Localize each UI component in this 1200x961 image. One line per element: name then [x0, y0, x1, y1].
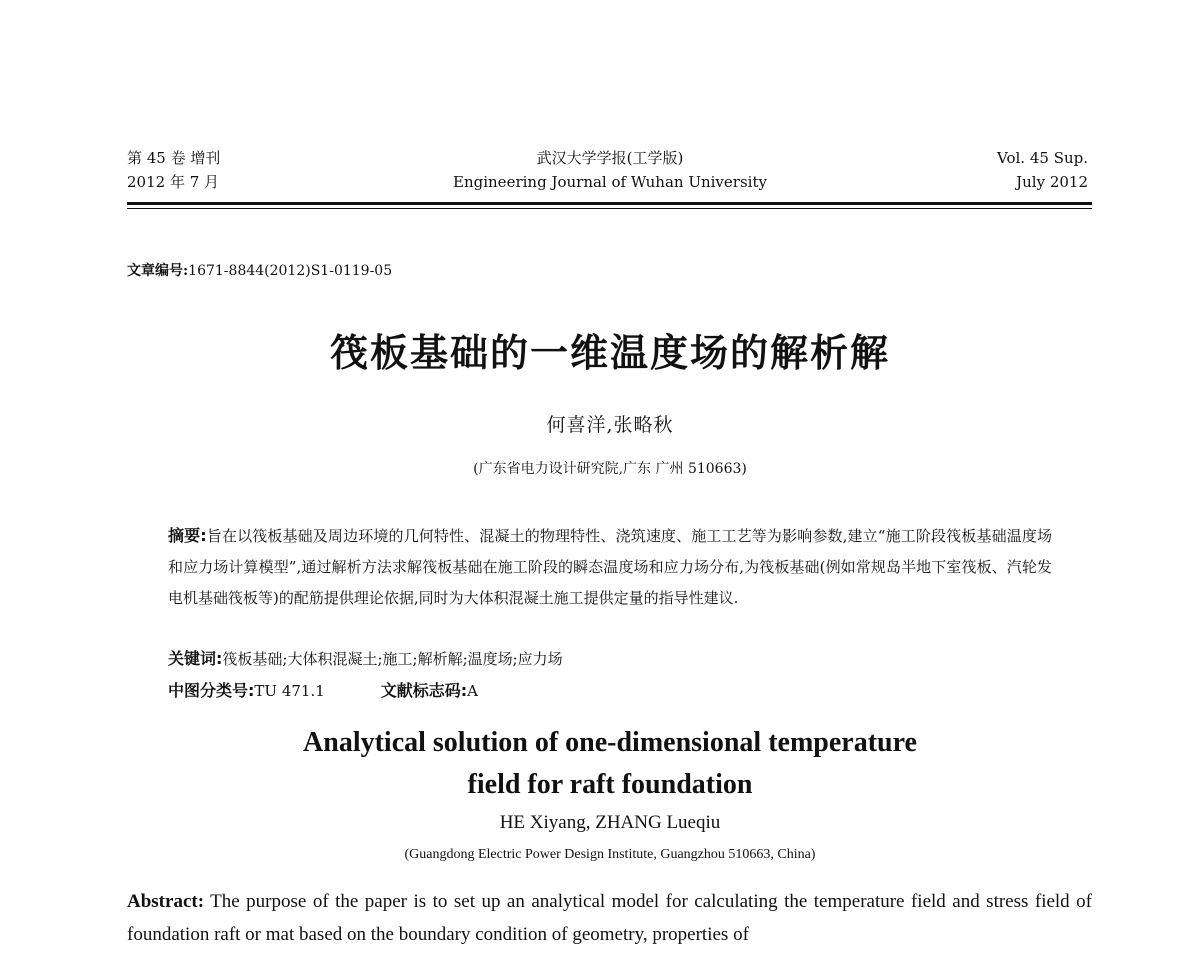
title-en-line-1: Analytical solution of one-dimensional temperature	[303, 727, 917, 758]
classification-line	[168, 678, 1052, 704]
class-label: 中图分类号:	[168, 681, 255, 700]
abstract-text-en: The purpose of the paper is to set up an analytical model for calculating the temperature field and stress field of foundation raft or mat based on the boundary condition of geometry, properties of	[127, 891, 1092, 945]
abstract-en	[127, 885, 1092, 951]
authors-cn: 何喜洋,张略秋	[546, 414, 674, 436]
article-number	[127, 260, 392, 280]
journal-name-cn: 武汉大学学报(工学版)	[536, 149, 684, 167]
page-title-en	[100, 722, 1120, 806]
abstract-cn	[168, 520, 1052, 614]
abstract-text-cn: 旨在以筏板基础及周边环境的几何特性、混凝土的物理特性、浇筑速度、施工工艺等为影响参数,建立“施工阶段筏板基础温度场和应力场计算模型”,通过解析方法求解筏板基础在施工阶段的瞬态温度场和应力场分布,为筏板基础(例如常规岛半地下室筏板、汽轮发电机基础筏板等)的配筋提供理论依据,同时为大体积混凝土施工提供定量的指导性建议.	[168, 527, 1052, 607]
journal-name-en: Engineering Journal of Wuhan University	[453, 173, 767, 191]
article-number-label: 文章编号:	[127, 263, 189, 279]
volume-en: Vol. 45 Sup.	[997, 149, 1088, 167]
affiliation-en: (Guangdong Electric Power Design Institute, Guangzhou 510663, China)	[404, 847, 816, 862]
journal-volume-info-en	[930, 146, 1088, 194]
doc-code-value: A	[467, 682, 479, 700]
volume-issue: 第 45 卷 增刊	[127, 149, 221, 167]
publication-date-en: July 2012	[1016, 173, 1088, 191]
keywords-cn	[168, 646, 1052, 672]
authors-en: HE Xiyang, ZHANG Lueqiu	[499, 812, 721, 833]
article-number-value: 1671-8844(2012)S1-0119-05	[188, 263, 393, 279]
doc-code-label: 文献标志码:	[380, 681, 468, 700]
class-value: TU 471.1	[254, 682, 325, 700]
keywords-label-cn: 关键词:	[168, 649, 223, 668]
title-en-line-2: field for raft foundation	[467, 769, 753, 800]
abstract-label-en: Abstract:	[127, 891, 205, 912]
affiliation-cn: (广东省电力设计研究院,广东 广州 510663)	[473, 461, 747, 477]
keywords-text-cn: 筏板基础;大体积混凝土;施工;解析解;温度场;应力场	[222, 650, 563, 668]
publication-date-cn: 2012 年 7 月	[127, 173, 220, 191]
journal-volume-info	[127, 146, 347, 194]
header-rule-thin	[127, 208, 1092, 209]
journal-name	[400, 146, 820, 194]
page-title-cn: 筏板基础的一维温度场的解析解	[329, 331, 890, 375]
abstract-label-cn: 摘要:	[168, 526, 207, 545]
header-rule-thick	[127, 202, 1092, 205]
